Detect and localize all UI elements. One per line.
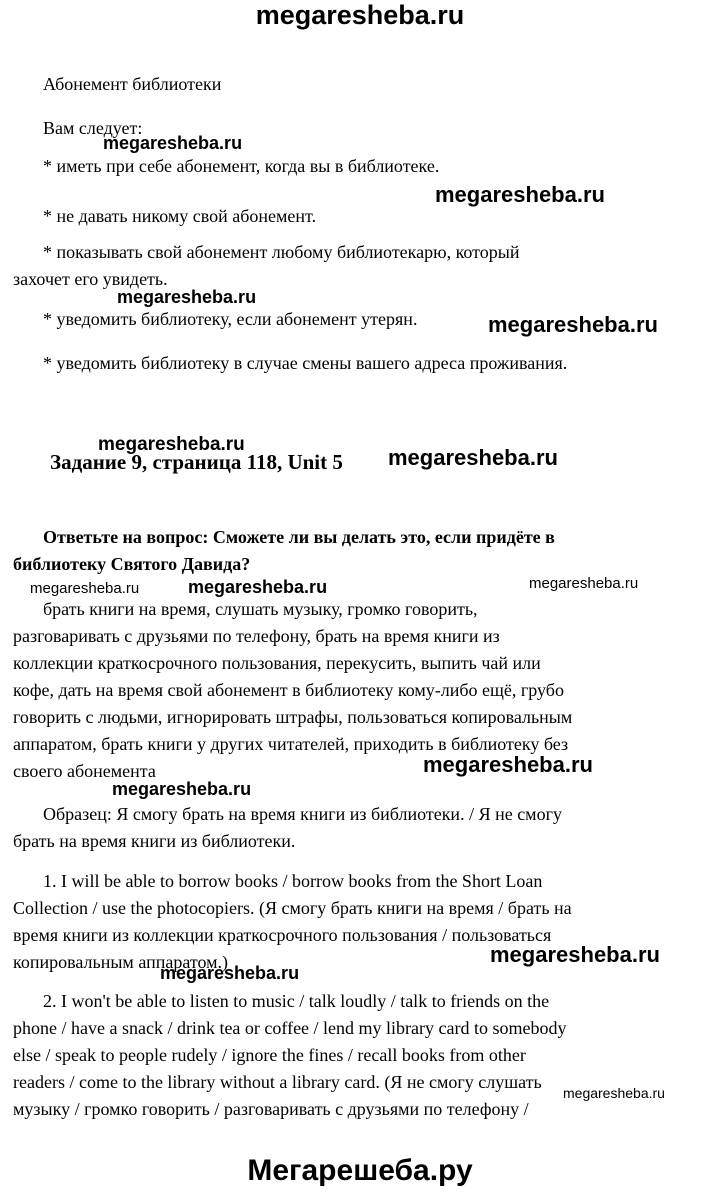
watermark-text: megaresheba.ru <box>255 0 465 30</box>
text-line: else / speak to people rudely / ignore the fines / recall books from other <box>13 1045 526 1065</box>
text-line: аппаратом, брать книги у других читателей, приходить в библиотеку без <box>13 734 569 754</box>
text-line: говорить с людьми, игнорировать штрафы, пользоваться копировальным <box>13 707 573 727</box>
text-line: музыку / громко говорить / разговаривать с друзьями по телефону / <box>13 1099 529 1119</box>
task-sample <box>13 801 562 855</box>
text-line: 2. I won't be able to listen to music / talk loudly / talk to friends on the <box>43 991 550 1011</box>
text-line: Образец: Я смогу брать на время книги из библиотеки. / Я не смогу <box>43 804 562 824</box>
text-line: коллекции краткосрочного пользования, перекусить, выпить чай или <box>13 653 541 673</box>
text-line: Вам следует: <box>43 118 143 138</box>
footer-logo <box>0 1154 720 1188</box>
text-line: брать книги на время, слушать музыку, громко говорить, <box>43 599 478 619</box>
rule-item-1 <box>13 153 439 180</box>
text-line: * иметь при себе абонемент, когда вы в библиотеке. <box>43 156 440 176</box>
task-question <box>13 524 555 578</box>
text-line: библиотеку Святого Давида? <box>13 554 251 574</box>
text-line: брать на время книги из библиотеки. <box>13 831 296 851</box>
text-line: readers / come to the library without a library card. (Я не смогу слушать <box>13 1072 542 1092</box>
watermark-text: megaresheba.ru <box>103 133 243 153</box>
answer-1-paragraph <box>13 868 572 976</box>
watermark-text: megaresheba.ru <box>112 779 252 799</box>
watermark-text: megaresheba.ru <box>529 575 639 592</box>
watermark-text: megaresheba.ru <box>188 577 328 597</box>
text-line: своего абонемента <box>13 761 156 781</box>
rule-item-5 <box>13 350 567 377</box>
text-line: время книги из коллекции краткосрочного пользования / пользоваться <box>13 925 552 945</box>
intro-title <box>13 71 221 98</box>
text-line: Collection / use the photocopiers. (Я смогу брать книги на время / брать на <box>13 898 572 918</box>
text-line: кофе, дать на время свой абонемент в библиотеку кому-либо ещё, грубо <box>13 680 564 700</box>
watermark-text: megaresheba.ru <box>435 182 605 207</box>
task-heading <box>13 449 343 476</box>
text-line: * показывать свой абонемент любому библиотекарю, который <box>43 242 520 262</box>
text-line: phone / have a snack / drink tea or coffee / lend my library card to somebody <box>13 1018 567 1038</box>
rule-item-4 <box>13 306 417 333</box>
text-line: копировальным аппаратом.) <box>13 952 229 972</box>
text-line: Абонемент библиотеки <box>43 74 222 94</box>
watermark-text: megaresheba.ru <box>563 1085 665 1101</box>
watermark-text: megaresheba.ru <box>490 942 660 967</box>
text-line: захочет его увидеть. <box>13 269 168 289</box>
watermark-text: megaresheba.ru <box>98 434 245 455</box>
watermark-text: megaresheba.ru <box>117 287 257 307</box>
rule-item-2 <box>13 203 316 230</box>
text-line: 1. I will be able to borrow books / borrow books from the Short Loan <box>43 871 543 891</box>
watermark-text: megaresheba.ru <box>30 580 140 597</box>
watermark-text: megaresheba.ru <box>160 963 300 983</box>
watermark-text: megaresheba.ru <box>423 752 593 777</box>
text-line: Ответьте на вопрос: Сможете ли вы делать это, если придёте в <box>43 527 555 547</box>
footer-logo-text: Мегарешеба.ру <box>247 1154 473 1187</box>
text-line: * уведомить библиотеку, если абонемент утерян. <box>43 309 418 329</box>
watermark-text: megaresheba.ru <box>388 445 558 470</box>
answer-2-paragraph <box>13 988 566 1123</box>
text-line: * уведомить библиотеку в случае смены вашего адреса проживания. <box>43 353 568 373</box>
rule-item-3 <box>13 239 520 293</box>
text-line: Задание 9, страница 118, Unit 5 <box>50 450 343 474</box>
text-line: * не давать никому свой абонемент. <box>43 206 317 226</box>
watermark-text: megaresheba.ru <box>488 312 658 337</box>
top-watermark <box>0 0 720 31</box>
text-line: разговаривать с друзьями по телефону, брать на время книги из <box>13 626 500 646</box>
